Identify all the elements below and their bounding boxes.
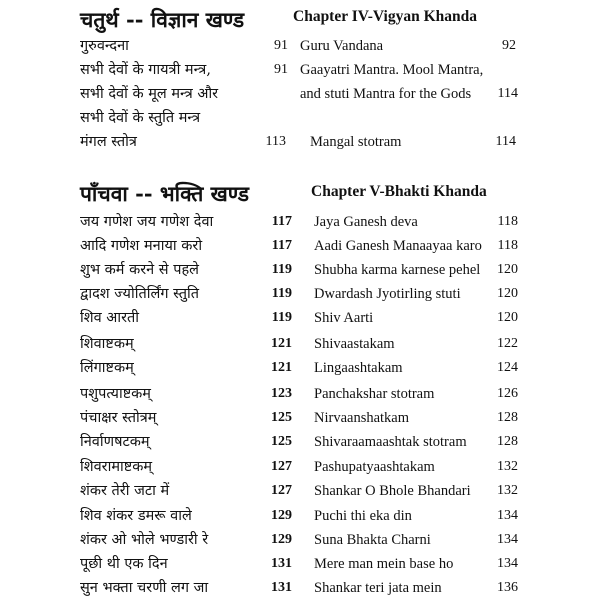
toc-row	[0, 576, 600, 600]
toc-hindi-title: पशुपत्याष्टकम्	[80, 386, 151, 402]
toc-hindi-title: लिंगाष्टकम्	[80, 360, 134, 376]
toc-hindi-title: सुन भक्ता चरणी लग जा	[80, 580, 209, 596]
section5-hindi-heading: पाँचवा -- भक्ति खण्ड	[80, 181, 249, 206]
toc-hindi-title: द्वादश ज्योतिर्लिंग स्तुति	[80, 286, 200, 302]
toc-row	[0, 504, 600, 528]
toc-english-title: Aadi Ganesh Manaayaa karo	[314, 238, 482, 254]
toc-english-title: Panchakshar stotram	[314, 386, 435, 402]
toc-row	[0, 106, 600, 130]
toc-hindi-page: 119	[271, 310, 292, 325]
toc-english-title: Suna Bhakta Charni	[314, 532, 431, 548]
toc-english-title: and stuti Mantra for the Gods	[300, 86, 472, 102]
toc-hindi-page: 127	[271, 459, 292, 474]
toc-hindi-page: 123	[271, 386, 292, 401]
toc-hindi-page: 131	[271, 556, 292, 571]
toc-hindi-page: 131	[271, 580, 292, 595]
toc-row	[0, 356, 600, 380]
toc-row	[0, 210, 600, 234]
toc-hindi-title: शंकर ओ भोले भण्डारी रे	[80, 532, 209, 548]
toc-english-page: 120	[497, 310, 518, 325]
toc-hindi-page: 125	[271, 410, 292, 425]
toc-hindi-title: शिव शंकर डमरू वाले	[80, 508, 192, 524]
toc-english-title: Gaayatri Mantra. Mool Mantra,	[300, 62, 484, 78]
toc-row	[0, 258, 600, 282]
toc-english-title: Guru Vandana	[300, 38, 384, 54]
toc-hindi-title: सभी देवों के गायत्री मन्त्र,	[80, 62, 211, 78]
toc-hindi-page: 91	[274, 38, 288, 53]
toc-english-page: 118	[497, 238, 518, 253]
toc-hindi-page: 121	[271, 360, 292, 375]
toc-hindi-page: 129	[271, 532, 292, 547]
toc-row	[0, 528, 600, 552]
toc-hindi-title: शंकर तेरी जटा में	[80, 483, 170, 499]
toc-english-title: Pashupatyaashtakam	[314, 459, 435, 475]
toc-english-page: 128	[497, 410, 518, 425]
toc-english-title: Nirvaanshatkam	[314, 410, 410, 426]
toc-english-page: 126	[497, 386, 518, 401]
toc-english-page: 122	[497, 336, 518, 351]
toc-row	[0, 332, 600, 356]
toc-hindi-title: मंगल स्तोत्र	[80, 134, 137, 150]
toc-hindi-title: शिवाष्टकम्	[80, 336, 134, 352]
toc-hindi-page: 127	[271, 483, 292, 498]
toc-english-page: 136	[497, 580, 518, 595]
toc-row	[0, 306, 600, 330]
toc-hindi-title: सभी देवों के मूल मन्त्र और	[80, 86, 219, 102]
toc-row	[0, 479, 600, 503]
toc-english-page: 132	[497, 459, 518, 474]
toc-english-page: 134	[497, 508, 518, 523]
section5-english-heading: Chapter V-Bhakti Khanda	[311, 183, 487, 200]
toc-hindi-title: आदि गणेश मनाया करो	[80, 238, 203, 254]
toc-hindi-page: 117	[271, 214, 292, 229]
toc-hindi-title: पंचाक्षर स्तोत्रम्	[80, 410, 157, 426]
toc-english-page: 120	[497, 286, 518, 301]
toc-row	[0, 552, 600, 576]
toc-hindi-page: 91	[274, 62, 288, 77]
toc-english-title: Shankar teri jata mein	[314, 580, 442, 596]
toc-hindi-title: पूछी थी एक दिन	[80, 556, 168, 572]
toc-hindi-page: 125	[271, 434, 292, 449]
toc-hindi-page: 121	[271, 336, 292, 351]
toc-english-page: 92	[502, 38, 516, 53]
toc-english-page: 114	[497, 86, 518, 101]
toc-english-page: 118	[497, 214, 518, 229]
toc-hindi-page: 117	[271, 238, 292, 253]
toc-row	[0, 382, 600, 406]
toc-row	[0, 455, 600, 479]
toc-hindi-title: गुरुवन्दना	[80, 38, 129, 54]
toc-english-title: Lingaashtakam	[314, 360, 403, 376]
toc-english-title: Mangal stotram	[310, 134, 402, 150]
toc-row	[0, 82, 600, 106]
toc-english-title: Shiv Aarti	[314, 310, 374, 326]
toc-row	[0, 430, 600, 454]
toc-english-title: Dwardash Jyotirling stuti	[314, 286, 461, 302]
toc-hindi-title: निर्वाणषटकम्	[80, 434, 150, 450]
toc-row	[0, 58, 600, 82]
toc-hindi-page: 129	[271, 508, 292, 523]
section4-english-heading: Chapter IV-Vigyan Khanda	[293, 8, 478, 25]
toc-english-title: Shubha karma karnese pehel	[314, 262, 481, 278]
toc-english-page: 120	[497, 262, 518, 277]
section4-hindi-heading: चतुर्थ -- विज्ञान खण्ड	[80, 7, 245, 32]
toc-english-title: Shivaastakam	[314, 336, 395, 352]
toc-english-title: Shivaraamaashtak stotram	[314, 434, 467, 450]
toc-hindi-title: शिव आरती	[80, 310, 140, 326]
toc-row	[0, 130, 600, 154]
toc-hindi-title: शिवरामाष्टकम्	[80, 459, 153, 475]
toc-english-page: 132	[497, 483, 518, 498]
toc-hindi-title: जय गणेश जय गणेश देवा	[80, 214, 214, 230]
toc-english-page: 134	[497, 556, 518, 571]
toc-english-page: 114	[495, 134, 516, 149]
toc-english-page: 128	[497, 434, 518, 449]
toc-english-title: Puchi thi eka din	[314, 508, 412, 524]
toc-hindi-title: शुभ कर्म करने से पहले	[80, 262, 199, 278]
toc-row	[0, 406, 600, 430]
toc-english-page: 124	[497, 360, 518, 375]
toc-row	[0, 34, 600, 58]
toc-hindi-page: 113	[265, 134, 286, 149]
toc-english-title: Shankar O Bhole Bhandari	[314, 483, 471, 499]
toc-hindi-page: 119	[271, 262, 292, 277]
toc-english-title: Mere man mein base ho	[314, 556, 454, 572]
toc-english-page: 134	[497, 532, 518, 547]
toc-english-title: Jaya Ganesh deva	[314, 214, 418, 230]
toc-hindi-title: सभी देवों के स्तुति मन्त्र	[80, 110, 201, 126]
toc-row	[0, 234, 600, 258]
toc-row	[0, 282, 600, 306]
toc-hindi-page: 119	[271, 286, 292, 301]
